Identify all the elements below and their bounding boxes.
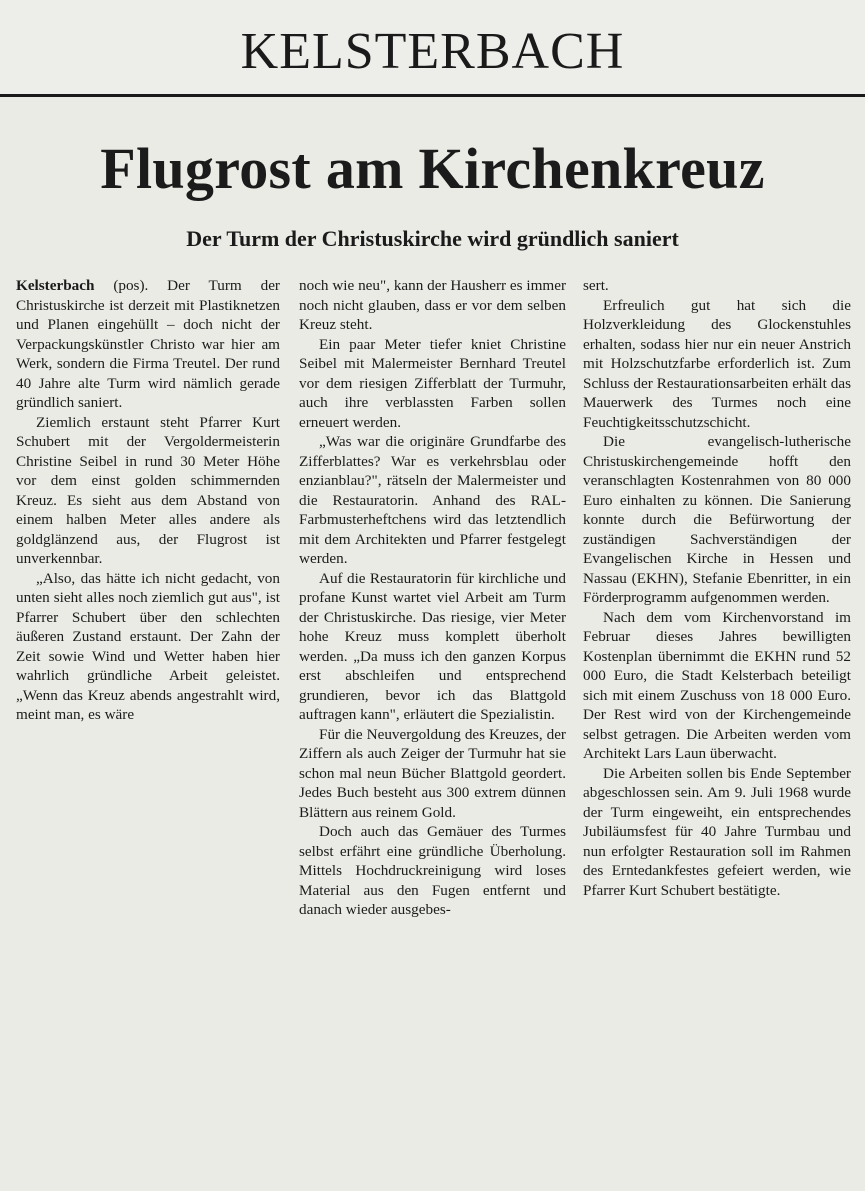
paragraph: Für die Neuvergoldung des Kreuzes, der Ziffern als auch Zeiger der Turmuhr hat sie schon mal neun Bücher Blattgold geordert. Jedes Buch besteht aus 300 extrem dünnen Blättern aus reinem Gold. <box>299 725 566 821</box>
article-subheadline: Der Turm der Christuskirche wird gründlich saniert <box>186 226 679 251</box>
paragraph: „Also, das hätte ich nicht gedacht, von unten sieht alles noch ziemlich gut aus", ist Pfarrer Schubert über den schlechten äußeren Zustand erstaunt. Der Zahn der Zeit sowie Wind und Wetter haben hier wahrlich gründliche Arbeit geleistet. „Wenn das Kreuz abends angestrahlt wird, meint man, es wäre <box>16 569 280 723</box>
paragraph <box>16 276 280 413</box>
paragraph: Nach dem vom Kirchenvorstand im Februar dieses Jahres bewilligten Kostenplan übernimmt die EKHN rund 52 000 Euro, die Stadt Kelsterbach beteiligt sich mit einem Zuschuss von 18 000 Euro. Der Rest wird von der Kirchengemeinde selbst getragen. Die Arbeiten werden vom Architekt Lars Laun überwacht. <box>583 608 851 762</box>
paragraph-text: (pos). Der Turm der Christuskirche ist derzeit mit Plastiknetzen und Planen eingehüllt – doch nicht der Verpackungskünstler Christo war hier am Werk, sondern die Firma Treutel. Der rund 40 Jahre alte Turm wird nämlich gerade gründlich saniert. <box>16 277 280 411</box>
section-rule <box>0 94 865 97</box>
article-column-3 <box>583 276 851 900</box>
paragraph: Auf die Restauratorin für kirchliche und profane Kunst wartet viel Arbeit am Turm der Christuskirche. Das riesige, vier Meter hohe Kreuz muss komplett überholt werden. „Da muss ich den ganzen Korpus erst abschleifen und entsprechend grundieren, bevor ich das Blattgold auftragen kann", erläutert die Spezialistin. <box>299 569 566 723</box>
section-title: KELSTERBACH <box>240 23 625 80</box>
paragraph: Ziemlich erstaunt steht Pfarrer Kurt Schubert mit der Vergoldermeisterin Christine Seibel in rund 30 Meter Höhe vor dem einst golden schimmernden Kreuz. Es sieht aus dem Abstand von einem halben Meter alles andere als goldglänzend aus, der Flugrost ist unverkennbar. <box>16 413 280 567</box>
paragraph: Ein paar Meter tiefer kniet Christine Seibel mit Malermeister Bernhard Treutel vor dem riesigen Zifferblatt der Turmuhr, auch ihre verblassten Farben sollen erneuert werden. <box>299 335 566 431</box>
article-column-2 <box>299 276 566 920</box>
paragraph: Die Arbeiten sollen bis Ende September abgeschlossen sein. Am 9. Juli 1968 wurde der Turm eingeweiht, ein entsprechendes Jubiläumsfest für 40 Jahre Turmbau und nun erfolgter Restauration soll im Rahmen des Erntedankfestes gefeiert werden, wie Pfarrer Kurt Schubert bestätigte. <box>583 764 851 899</box>
section-header <box>0 0 865 96</box>
article-headline: Flugrost am Kirchenkreuz <box>100 136 765 201</box>
paragraph: Doch auch das Gemäuer des Turmes selbst erfährt eine gründliche Überholung. Mittels Hochdruckreinigung wird loses Material aus den Fugen entfernt und danach wieder ausgebes- <box>299 823 566 918</box>
article-column-1 <box>16 276 280 725</box>
paragraph: sert. <box>583 277 609 294</box>
paragraph: „Was war die originäre Grundfarbe des Zifferblattes? War es verkehrsblau oder enzianblau?", rätseln der Malermeister und die Restauratorin. Anhand des RAL-Farbmusterheftchens wird das letztendlich mit dem Architekten und Pfarrer festgelegt werden. <box>299 433 566 567</box>
paragraph: Die evangelisch-lutherische Christuskirchengemeinde hofft den veranschlagten Kostenrahmen von 80 000 Euro einhalten zu können. Die Sanierung konnte durch die Befürwortung der zuständigen Sachverständigen der Evangelischen Kirche in Hessen und Nassau (EKHN), Stefanie Ebenritter, in ein Förderprogramm aufgenommen werden. <box>583 433 851 606</box>
paragraph: noch wie neu", kann der Hausherr es immer noch nicht glauben, dass er vor dem selben Kreuz steht. <box>299 277 566 333</box>
paragraph: Erfreulich gut hat sich die Holzverkleidung des Glockenstuhles erhalten, sodass hier nur ein neuer Anstrich mit Holzschutzfarbe erforderlich ist. Zum Schluss der Restaurationsarbeiten erhält das Mauerwerk des Turmes noch eine Feuchtigkeitsschutzschicht. <box>583 296 851 431</box>
dateline: Kelsterbach <box>16 277 95 294</box>
